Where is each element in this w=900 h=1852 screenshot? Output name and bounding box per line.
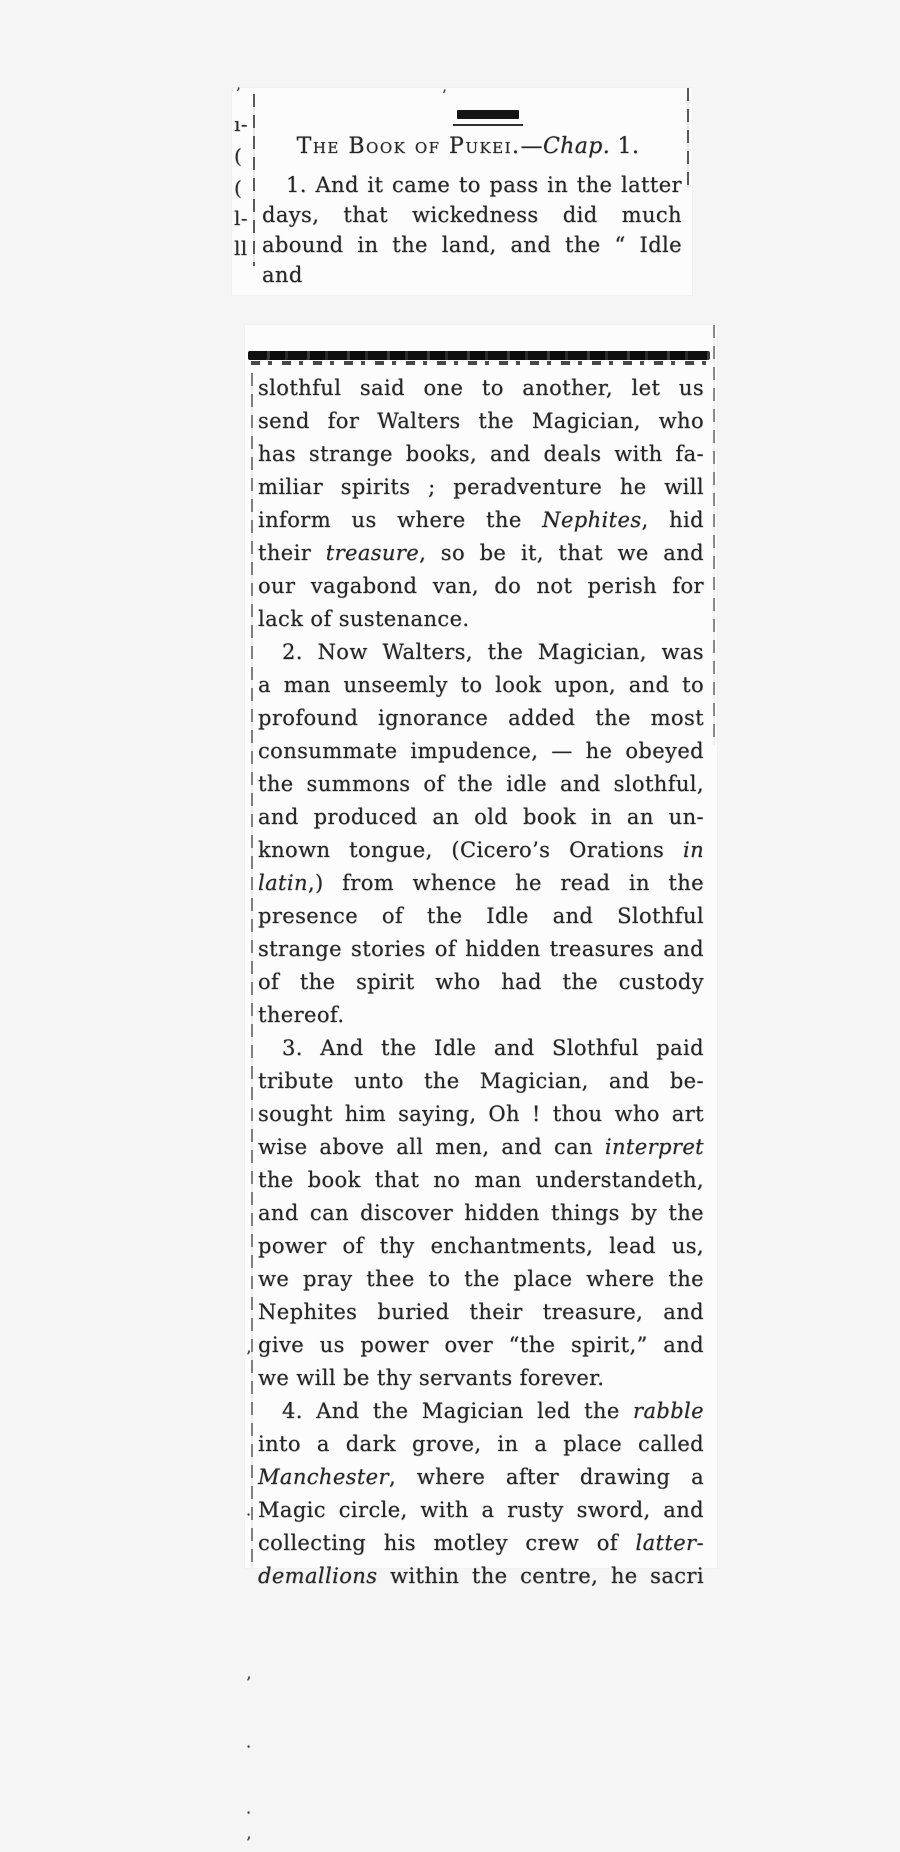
text-line: known tongue, (Cicero’s Orations in: [258, 838, 704, 862]
adjacent-column-fragment: (: [234, 144, 243, 168]
text-line: 3. And the Idle and Slothful paid: [282, 1036, 704, 1060]
text-line: collecting his motley crew of latter-: [258, 1531, 704, 1555]
adjacent-column-fragment: l-: [234, 206, 248, 230]
text-line: abound in the land, and the “ Idle and: [262, 233, 682, 287]
text-line: of the spirit who had the custody: [258, 970, 704, 994]
title-number: 1.: [610, 134, 640, 159]
text-line: their treasure, so be it, that we and: [258, 541, 704, 565]
text-line: tribute unto the Magician, and be-: [258, 1069, 704, 1093]
text-line: has strange books, and deals with fa-: [258, 442, 704, 466]
title-dash: —: [520, 134, 543, 159]
text-line: 2. Now Walters, the Magician, was: [282, 640, 704, 664]
text-line: the summons of the idle and slothful,: [258, 772, 704, 796]
adjacent-column-fragment: ll: [234, 236, 248, 260]
text-line: and can discover hidden things by the: [258, 1201, 704, 1225]
text-line: we will be thy servants forever.: [258, 1366, 605, 1390]
section-divider-bar: [457, 110, 519, 119]
text-line: latin,) from whence he read in the: [258, 871, 704, 895]
adjacent-column-fragment: (: [234, 176, 243, 200]
text-line: thereof.: [258, 1003, 345, 1027]
torn-edge-frill: [251, 361, 706, 365]
text-line: a man unseemly to look upon, and to: [258, 673, 704, 697]
adjacent-column-fragment: ı-: [234, 112, 248, 136]
text-line: demallions within the centre, he sacri: [258, 1564, 704, 1588]
right-column-rule: [687, 88, 689, 188]
text-line: power of thy enchantments, lead us,: [258, 1234, 704, 1258]
title-name: The Book of Pukei.: [296, 134, 521, 159]
ink-speck: ’: [442, 88, 447, 104]
margin-ink-mark: ’: [246, 1833, 252, 1852]
text-line: strange stories of hidden treasures and: [258, 937, 704, 961]
newspaper-clipping-bottom: [245, 325, 717, 1852]
text-line: and produced an old book in an un-: [258, 805, 704, 829]
margin-ink-mark: ·: [246, 1737, 252, 1756]
newspaper-clipping-top: [232, 88, 692, 295]
text-line: Magic circle, with a rusty sword, and: [258, 1498, 704, 1522]
text-line: our vagabond van, do not perish for: [258, 574, 704, 598]
text-line: the book that no man understandeth,: [258, 1168, 704, 1192]
text-line: 4. And the Magician led the rabble: [282, 1399, 704, 1423]
text-line: profound ignorance added the most: [258, 706, 704, 730]
text-line: sought him saying, Oh ! thou who art: [258, 1102, 704, 1126]
text-line: Manchester, where after drawing a: [258, 1465, 704, 1489]
text-line: slothful said one to another, let us: [258, 376, 704, 400]
section-divider-underline: [453, 124, 523, 126]
text-line: wise above all men, and can interpret: [258, 1135, 704, 1159]
text-line: days, that wickedness did much: [262, 203, 682, 227]
margin-ink-mark: ·: [246, 1505, 252, 1524]
text-line: give us power over “the spirit,” and: [258, 1333, 704, 1357]
text-line: send for Walters the Magician, who: [258, 409, 704, 433]
margin-ink-mark: ’: [246, 1347, 252, 1366]
ink-speck: ’: [236, 86, 241, 102]
article-title: [258, 134, 678, 159]
torn-edge-bar: [248, 351, 710, 360]
verse-text-bottom: [258, 372, 704, 1588]
text-line: we pray thee to the place where the: [258, 1267, 704, 1291]
cut-off-line: [258, 1560, 704, 1588]
margin-ink-mark: ·: [246, 1803, 252, 1822]
right-column-rule: [713, 325, 715, 745]
text-line: lack of sustenance.: [258, 607, 470, 631]
text-line: into a dark grove, in a place called: [258, 1432, 704, 1456]
verse-text-top: [262, 170, 682, 287]
title-chapter: Chap.: [542, 134, 611, 159]
left-column-rule: [253, 94, 255, 266]
text-line: Nephites buried their treasure, and: [258, 1300, 704, 1324]
text-line: miliar spirits ; peradventure he will: [258, 475, 704, 499]
text-line: inform us where the Nephites, hid: [258, 508, 704, 532]
text-line: 1. And it came to pass in the latter: [286, 173, 682, 197]
text-line: presence of the Idle and Slothful: [258, 904, 704, 928]
margin-ink-mark: ’: [246, 1673, 252, 1692]
left-column-rule: [251, 373, 253, 1568]
text-line: consummate impudence, — he obeyed: [258, 739, 704, 763]
